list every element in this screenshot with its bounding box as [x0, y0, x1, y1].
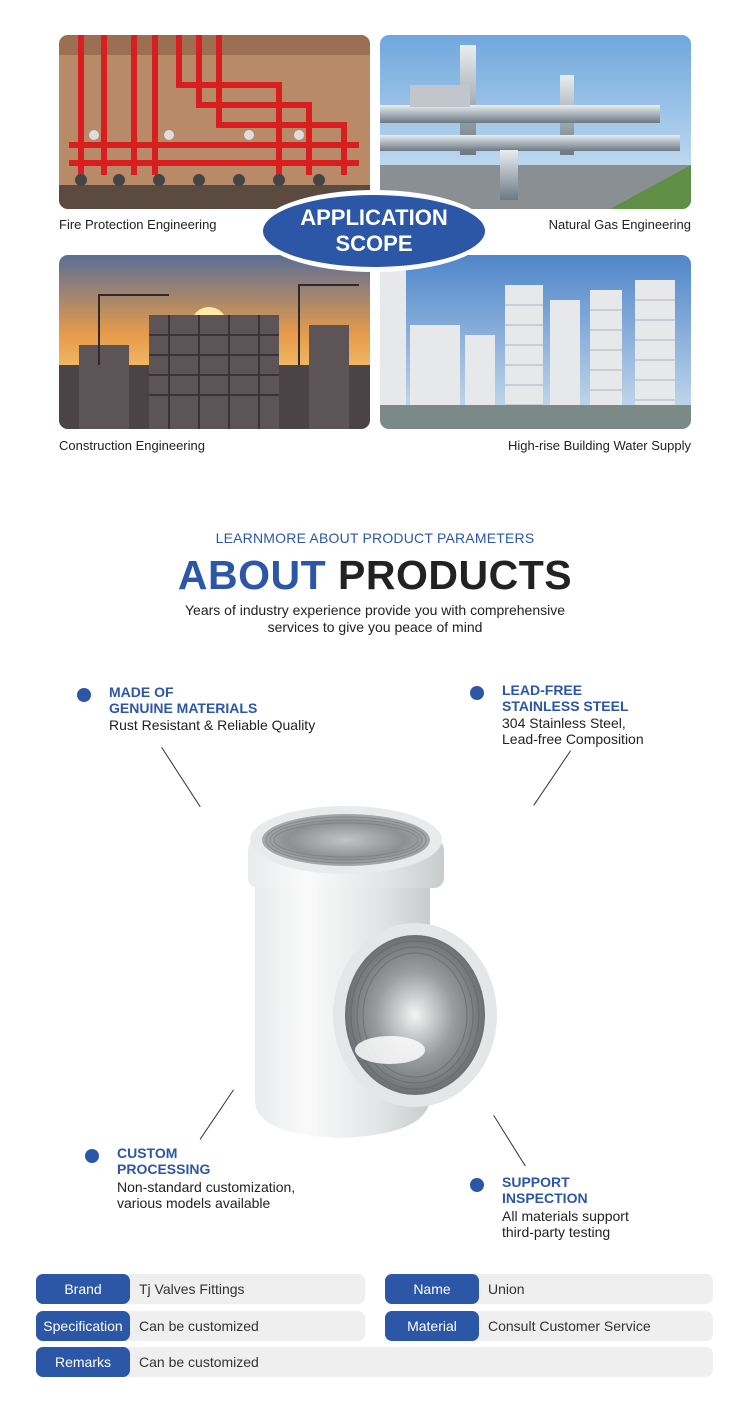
- about-subtitle-line2: services to give you peace of mind: [267, 619, 483, 635]
- feature-heading: [109, 684, 257, 716]
- spec-row-brand: [36, 1274, 365, 1304]
- feature-description: [109, 717, 315, 733]
- feature-genuine-materials: [77, 684, 357, 736]
- feature-custom-processing: [85, 1145, 345, 1213]
- feature-bullet-icon: [470, 1178, 484, 1192]
- about-title-word2: PRODUCTS: [338, 552, 573, 598]
- application-scope-badge: [258, 190, 490, 272]
- feature-heading-line2: STAINLESS STEEL: [502, 698, 629, 714]
- feature-description-line1: 304 Stainless Steel,: [502, 715, 626, 731]
- feature-heading-line1: SUPPORT: [502, 1174, 570, 1190]
- feature-heading: [502, 1174, 588, 1206]
- spec-key-name: Name: [385, 1274, 479, 1304]
- construction-caption: Construction Engineering: [59, 438, 205, 453]
- feature-support-inspection: [470, 1174, 730, 1242]
- feature-description-line2: third-party testing: [502, 1224, 611, 1240]
- spec-value-name: Union: [488, 1281, 525, 1297]
- feature-description-line1: Rust Resistant & Reliable Quality: [109, 717, 316, 733]
- high-rise-photo: [380, 255, 691, 429]
- spec-row-material: [385, 1311, 713, 1341]
- spec-key-specification: Specification: [36, 1311, 130, 1341]
- feature-heading-line1: LEAD-FREE: [502, 682, 583, 698]
- feature-bullet-icon: [470, 686, 484, 700]
- feature-heading: [502, 682, 629, 714]
- feature-description: [502, 1208, 629, 1240]
- about-eyebrow: LEARNMORE ABOUT PRODUCT PARAMETERS: [215, 530, 535, 546]
- spec-key-brand: Brand: [36, 1274, 130, 1304]
- natural-gas-photo: [380, 35, 691, 209]
- spec-value-specification: Can be customized: [139, 1318, 259, 1334]
- feature-heading-line1: MADE OF: [109, 684, 174, 700]
- about-title: [0, 552, 750, 599]
- feature-description-line1: All materials support: [502, 1208, 629, 1224]
- connector-line: [161, 747, 201, 807]
- connector-line: [533, 750, 571, 805]
- spec-row-specification: [36, 1311, 365, 1341]
- about-subtitle: [150, 602, 600, 636]
- high-rise-caption: High-rise Building Water Supply: [507, 438, 691, 453]
- badge-line-1: APPLICATION: [300, 205, 448, 230]
- spec-row-name: [385, 1274, 713, 1304]
- product-tee-fitting-image: [240, 800, 510, 1145]
- spec-value-brand: Tj Valves Fittings: [139, 1281, 245, 1297]
- feature-description: [502, 715, 644, 747]
- badge-line-2: SCOPE: [335, 231, 413, 256]
- natural-gas-caption: Natural Gas Engineering: [548, 217, 691, 232]
- feature-description-line2: various models available: [117, 1195, 271, 1211]
- feature-description: [117, 1179, 295, 1211]
- feature-bullet-icon: [85, 1149, 99, 1163]
- feature-heading-line2: PROCESSING: [117, 1161, 211, 1177]
- fire-protection-photo: [59, 35, 370, 209]
- fire-protection-caption: Fire Protection Engineering: [59, 217, 217, 232]
- spec-key-remarks: Remarks: [36, 1347, 130, 1377]
- about-title-word1: ABOUT: [177, 552, 327, 598]
- connector-line: [200, 1089, 234, 1139]
- feature-bullet-icon: [77, 688, 91, 702]
- feature-description-line2: Lead-free Composition: [502, 731, 644, 747]
- construction-photo: [59, 255, 370, 429]
- spec-row-remarks: [36, 1347, 713, 1377]
- feature-heading-line2: GENUINE MATERIALS: [109, 700, 258, 716]
- spec-key-material: Material: [385, 1311, 479, 1341]
- feature-heading-line2: INSPECTION: [502, 1190, 588, 1206]
- spec-value-material: Consult Customer Service: [488, 1318, 651, 1334]
- about-subtitle-line1: Years of industry experience provide you with comprehensive: [184, 602, 566, 618]
- feature-heading-line1: CUSTOM: [117, 1145, 178, 1161]
- feature-lead-free: [470, 682, 730, 750]
- spec-value-remarks: Can be customized: [139, 1354, 259, 1370]
- feature-heading: [117, 1145, 210, 1177]
- feature-description-line1: Non-standard customization,: [117, 1179, 296, 1195]
